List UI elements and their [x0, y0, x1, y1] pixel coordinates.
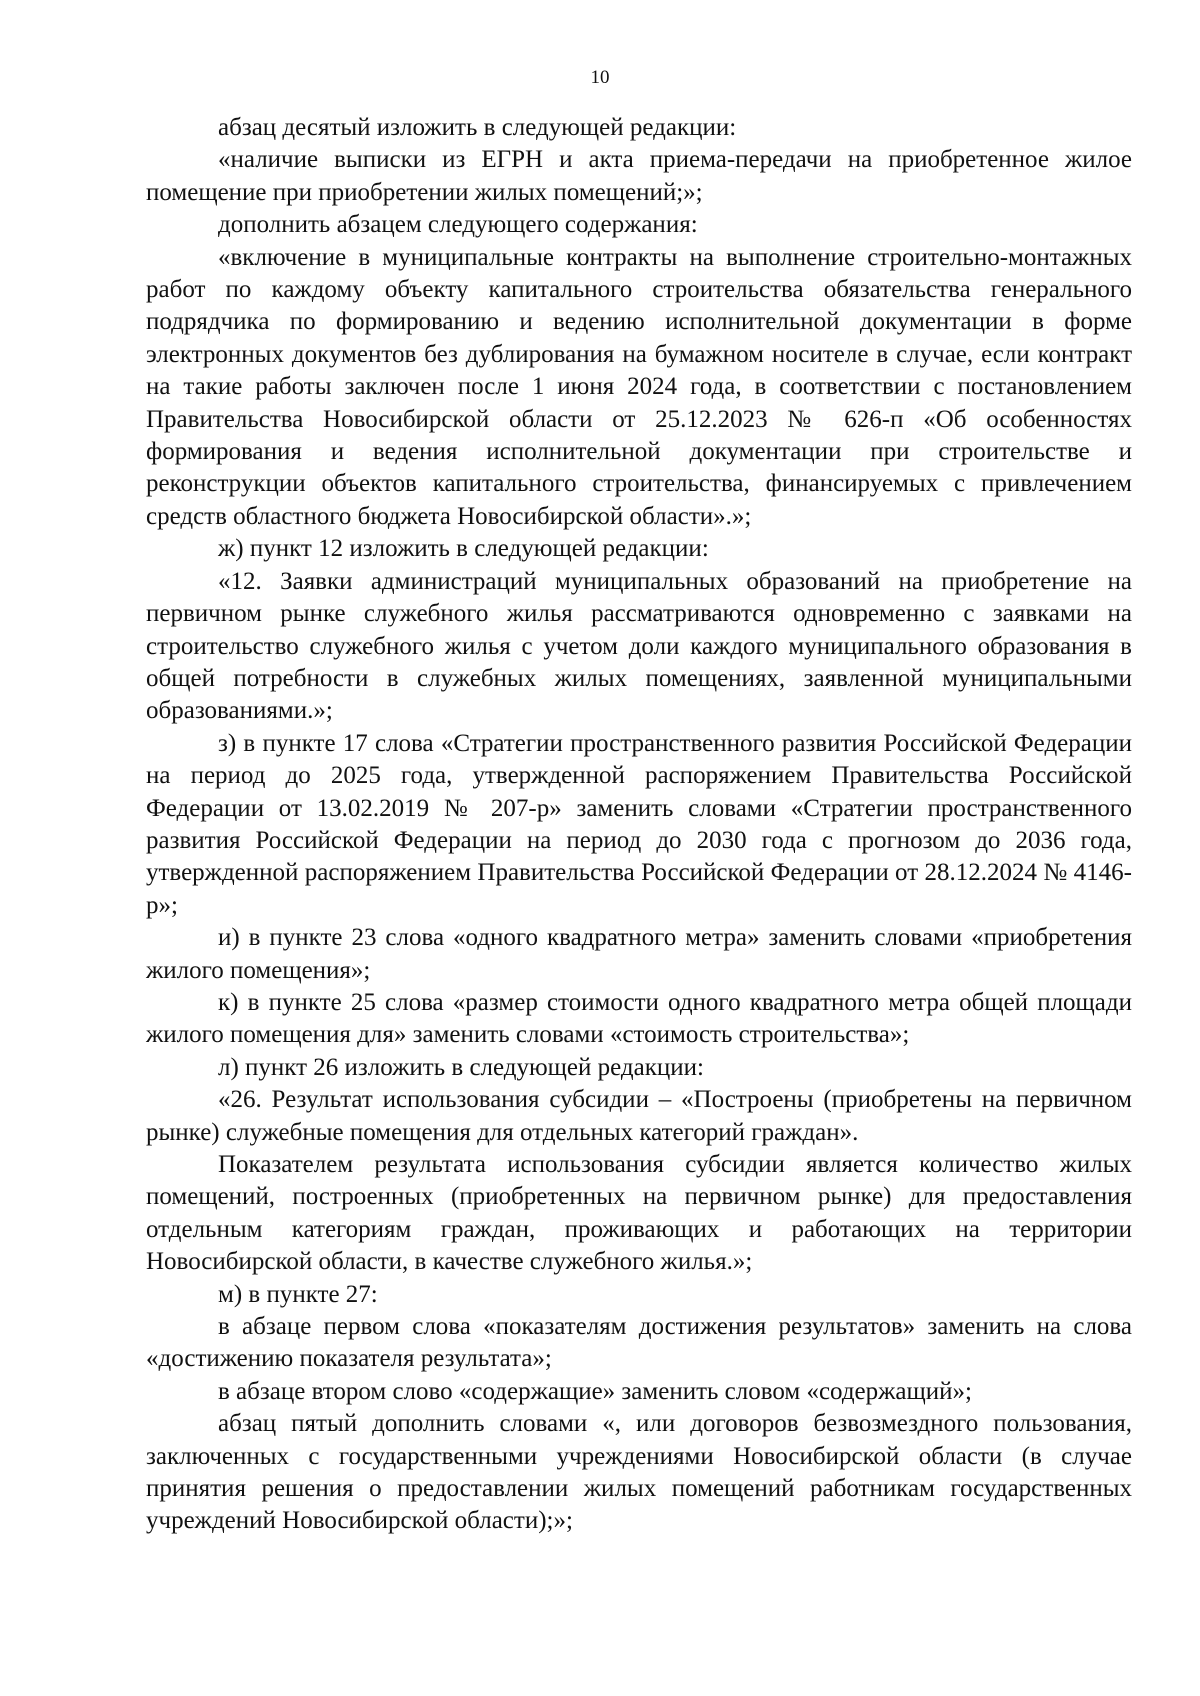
paragraph: «наличие выписки из ЕГРН и акта приема-передачи на приобретенное жилое помещение при приобретении жилых помещений;»; [146, 146, 1132, 206]
paragraph: и) в пункте 23 слова «одного квадратного метра» заменить словами «приобретения жилого помещения»; [146, 924, 1132, 984]
paragraph: абзац десятый изложить в следующей редакции: [218, 114, 737, 141]
document-body [146, 112, 1132, 1538]
paragraph: з) в пункте 17 слова «Стратегии пространственного развития Российской Федерации на период до 2025 года, утвержденной распоряжением Правительства Российской Федерации от 13.02.2019 № 207-р» заменить словами «Стратегии пространственного развития Российской Федерации на период до 2030 года с прогнозом до 2036 года, утвержденной распоряжением Правительства Российской Федерации от 28.12.2024 № 4146-р»; [146, 729, 1132, 919]
paragraph: «12. Заявки администраций муниципальных образований на приобретение на первичном рынке служебного жилья рассматриваются одновременно с заявками на строительство служебного жилья с учетом доли каждого муниципального образования в общей потребности в служебных жилых помещениях, заявленной муниципальными образованиями.»; [146, 567, 1132, 725]
page-number: 10 [590, 67, 610, 88]
paragraph: Показателем результата использования субсидии является количество жилых помещений, построенных (приобретенных на первичном рынке) для предоставления отдельным категориям граждан, проживающих и работающих на территории Новосибирской области, в качестве служебного жилья.»; [146, 1151, 1132, 1276]
paragraph: «26. Результат использования субсидии – «Построены (приобретены на первичном рынке) служебные помещения для отдельных категорий граждан». [146, 1086, 1132, 1146]
paragraph: в абзаце первом слова «показателям достижения результатов» заменить на слова «достижению показателя результата»; [146, 1313, 1132, 1373]
paragraph: дополнить абзацем следующего содержания: [218, 211, 698, 239]
paragraph: абзац пятый дополнить словами «, или договоров безвозмездного пользования, заключенных с государственными учреждениями Новосибирской области (в случае принятия решения о предоставлении жилых помещений работникам государственных учреждений Новосибирской области);»; [146, 1410, 1132, 1535]
paragraph: л) пункт 26 изложить в следующей редакции: [218, 1053, 704, 1081]
paragraph: ж) пункт 12 изложить в следующей редакции: [218, 535, 709, 563]
paragraph: в абзаце втором слово «содержащие» заменить словом «содержащий»; [218, 1377, 972, 1405]
paragraph: «включение в муниципальные контракты на выполнение строительно-монтажных работ по каждому объекту капитального строительства обязательства генерального подрядчика по формированию и ведению исполнительной документации в форме электронных документов без дублирования на бумажном носителе в случае, если контракт на такие работы заключен после 1 июня 2024 года, в соответствии с постановлением Правительства Новосибирской области от 25.12.2023 № 626-п «Об особенностях формирования и ведения исполнительной документации при строительстве и реконструкции объектов капитального строительства, финансируемых с привлечением средств областного бюджета Новосибирской области».»; [146, 243, 1132, 530]
paragraph: к) в пункте 25 слова «размер стоимости одного квадратного метра общей площади жилого помещения для» заменить словами «стоимость строительства»; [146, 988, 1132, 1049]
paragraph: м) в пункте 27: [218, 1280, 378, 1308]
